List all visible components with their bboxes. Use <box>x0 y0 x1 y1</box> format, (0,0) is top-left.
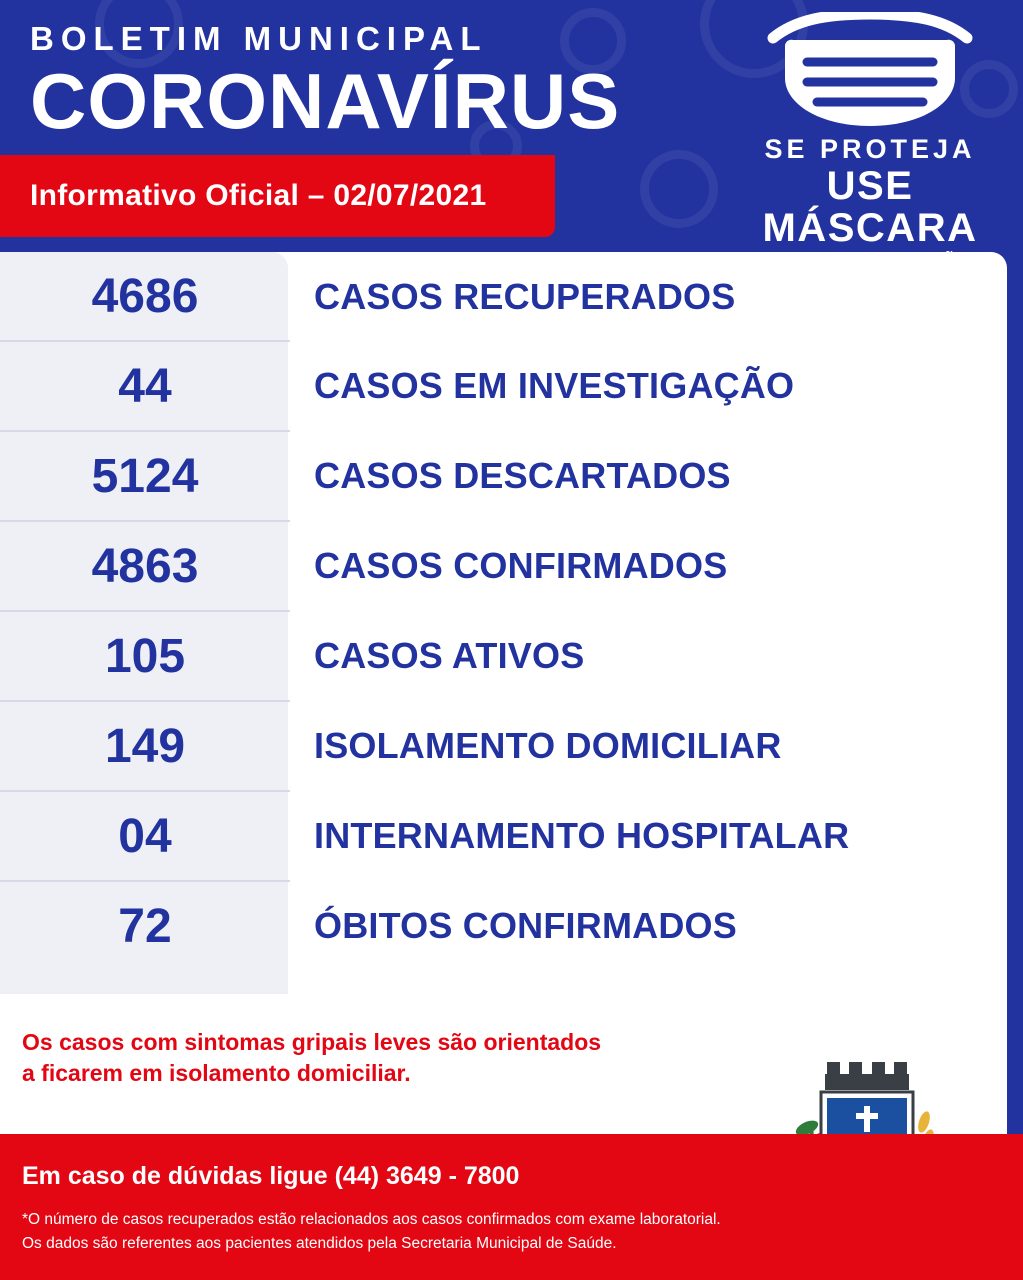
table-row <box>0 252 1007 341</box>
table-row <box>0 431 1007 521</box>
stat-value: 4686 <box>0 252 290 341</box>
stat-value: 04 <box>0 791 290 881</box>
poster-header <box>0 0 1023 252</box>
stat-label: CASOS ATIVOS <box>314 635 585 676</box>
stats-card <box>0 252 1007 1134</box>
poster-footer <box>0 1134 1023 1280</box>
stat-label: ISOLAMENTO DOMICILIAR <box>314 725 782 766</box>
guidance-note-line-2: a ficarem em isolamento domiciliar. <box>22 1060 411 1087</box>
stat-label: CASOS RECUPERADOS <box>314 275 736 317</box>
footer-phone: Em caso de dúvidas ligue (44) 3649 - 7800 <box>22 1162 520 1190</box>
stat-value: 72 <box>118 899 172 953</box>
footer-disclaimer-line-1: *O número de casos recuperados estão relacionados aos casos confirmados com exame laboratorial. <box>22 1211 721 1228</box>
table-row <box>0 881 1007 970</box>
stat-value: 105 <box>0 611 290 701</box>
date-banner-label: Informativo Oficial – 02/07/2021 <box>30 179 487 212</box>
table-row <box>0 341 1007 431</box>
stat-value: 5124 <box>0 431 290 521</box>
table-row <box>0 701 1007 791</box>
table-row <box>0 611 1007 701</box>
face-mask-icon <box>755 12 985 132</box>
table-row <box>0 791 1007 881</box>
page-title: CORONAVÍRUS <box>30 57 621 145</box>
stat-label: CASOS EM INVESTIGAÇÃO <box>314 365 795 406</box>
guidance-note <box>22 1027 702 1089</box>
stat-label: INTERNAMENTO HOSPITALAR <box>314 815 850 856</box>
mask-line-2: USE MÁSCARA <box>762 164 978 250</box>
stats-table <box>0 252 1007 970</box>
footer-disclaimer-line-2: Os dados são referentes aos pacientes atendidos pela Secretaria Municipal de Saúde. <box>22 1235 617 1253</box>
stat-value: 4863 <box>0 521 290 611</box>
stat-label: ÓBITOS CONFIRMADOS <box>314 904 737 946</box>
date-banner <box>0 155 555 237</box>
mask-line-1: SE PROTEJA <box>764 134 976 164</box>
stat-value: 44 <box>0 341 290 431</box>
guidance-note-line-1: Os casos com sintomas gripais leves são orientados <box>22 1029 602 1055</box>
footer-disclaimer <box>22 1208 822 1256</box>
table-row <box>0 521 1007 611</box>
header-title-block <box>30 22 620 143</box>
stat-label: CASOS DESCARTADOS <box>314 455 731 496</box>
stat-label: CASOS CONFIRMADOS <box>314 545 728 586</box>
header-kicker: BOLETIM MUNICIPAL <box>30 20 488 57</box>
use-mask-callout <box>735 12 1005 271</box>
stat-value: 149 <box>0 701 290 791</box>
